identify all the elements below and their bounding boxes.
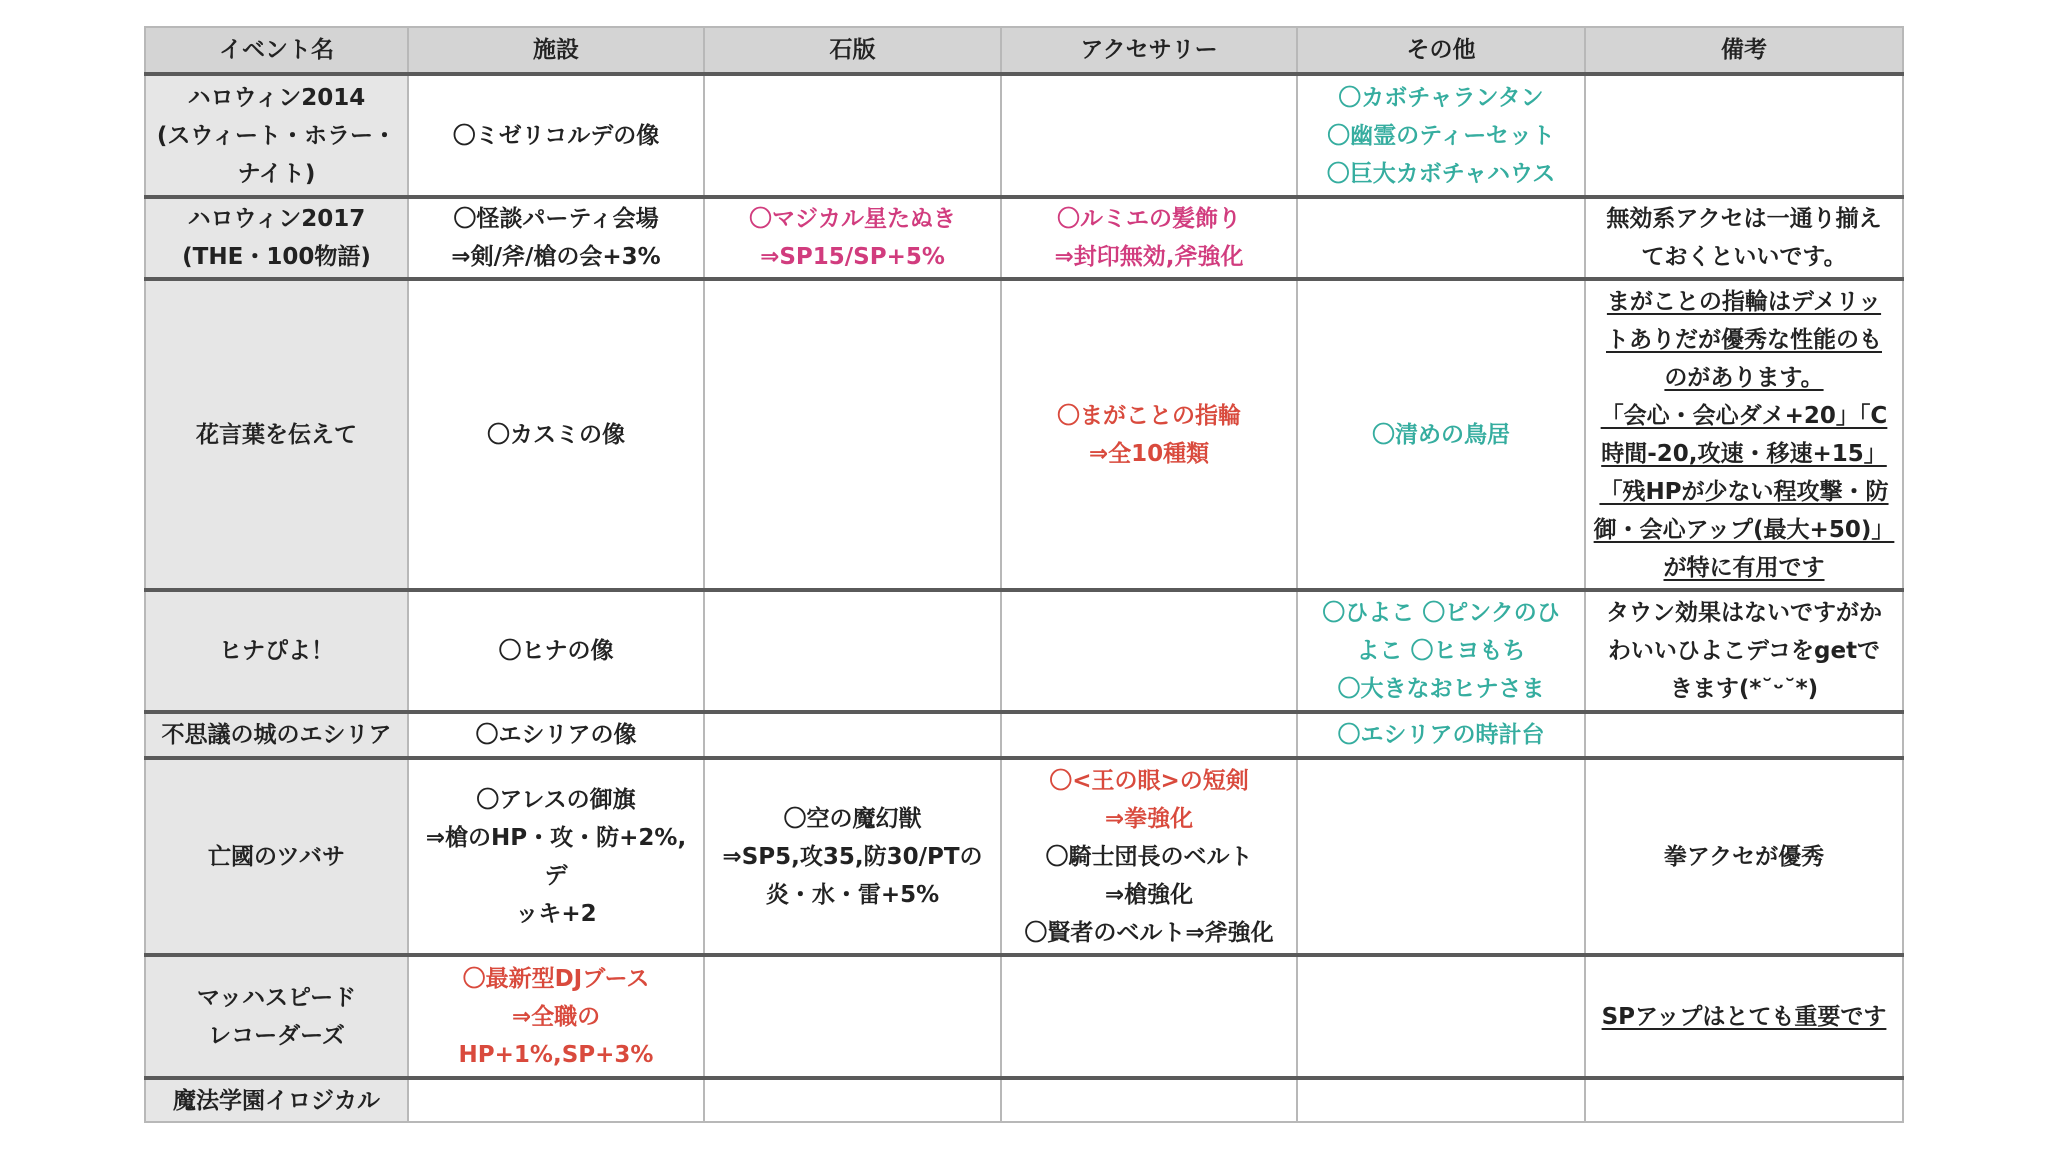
event-table xyxy=(144,26,1904,1123)
event-name-line: ハロウィン2017 xyxy=(187,206,366,232)
accessory-line: 〇<王の眼>の短剣 xyxy=(1049,767,1249,794)
tablet-cell xyxy=(704,1078,1001,1122)
accessory-cell xyxy=(1001,712,1297,758)
other-line: 〇ひよこ 〇ピンクのひ xyxy=(1322,600,1560,626)
other-cell xyxy=(1297,590,1585,712)
event-name-cell xyxy=(145,74,408,197)
facility-cell xyxy=(408,279,704,590)
facility-line: ⇒全職の xyxy=(511,1003,601,1030)
note-cell xyxy=(1585,1078,1903,1122)
header-facility: 施設 xyxy=(408,27,704,74)
other-cell xyxy=(1297,1078,1585,1122)
tablet-line: 〇空の魔幻獣 xyxy=(783,805,922,832)
facility-line: 〇ミゼリコルデの像 xyxy=(452,122,660,149)
facility-line: ッキ+2 xyxy=(515,900,597,927)
accessory-cell xyxy=(1001,1078,1297,1122)
accessory-cell xyxy=(1001,758,1297,955)
table-row xyxy=(145,197,1903,279)
facility-cell xyxy=(408,712,704,758)
event-name-cell xyxy=(145,590,408,712)
facility-line: 〇ヒナの像 xyxy=(498,638,614,664)
note-line: きます(*˘ᵕ˘*) xyxy=(1669,676,1819,702)
header-note: 備考 xyxy=(1585,27,1903,74)
facility-line: ⇒槍のHP・攻・防+2%,デ xyxy=(425,824,687,889)
event-name-line: ハロウィン2014 xyxy=(187,84,366,111)
other-line: 〇大きなおヒナさま xyxy=(1337,676,1545,702)
accessory-line: ⇒槍強化 xyxy=(1104,881,1194,908)
event-name-line: 不思議の城のエシリア xyxy=(161,722,392,748)
accessory-line: ⇒拳強化 xyxy=(1104,805,1194,832)
tablet-cell xyxy=(704,590,1001,712)
note-line: SPアップはとても重要です xyxy=(1601,1003,1887,1030)
tablet-cell xyxy=(704,712,1001,758)
event-name-cell xyxy=(145,197,408,279)
tablet-cell xyxy=(704,197,1001,279)
table-row xyxy=(145,74,1903,197)
note-cell xyxy=(1585,74,1903,197)
accessory-line: 〇まがことの指輪 xyxy=(1057,402,1241,429)
header-event: イベント名 xyxy=(145,27,408,74)
accessory-cell xyxy=(1001,197,1297,279)
event-name-line: 亡國のツバサ xyxy=(207,843,346,870)
event-name-cell xyxy=(145,1078,408,1122)
note-line: が特に有用です xyxy=(1663,554,1825,581)
note-line: タウン効果はないですがか xyxy=(1606,600,1882,626)
event-name-line: 花言葉を伝えて xyxy=(196,421,357,448)
header-tablet: 石版 xyxy=(704,27,1001,74)
facility-line: 〇カスミの像 xyxy=(487,421,625,448)
tablet-line: 炎・水・雷+5% xyxy=(765,881,940,908)
accessory-line: 〇ルミエの髪飾り xyxy=(1057,206,1241,232)
tablet-cell xyxy=(704,74,1001,197)
note-line: トありだが優秀な性能のも xyxy=(1606,326,1882,353)
event-name-cell xyxy=(145,279,408,590)
table-row xyxy=(145,758,1903,955)
facility-line: 〇アレスの御旗 xyxy=(476,786,636,813)
other-line: 〇巨大カボチャハウス xyxy=(1326,160,1556,187)
event-name-line: (スウィート・ホラー・ xyxy=(156,122,397,149)
tablet-cell xyxy=(704,758,1001,955)
accessory-line: 〇騎士団長のベルト xyxy=(1045,843,1253,870)
tablet-cell xyxy=(704,279,1001,590)
accessory-cell xyxy=(1001,590,1297,712)
note-line: 「会心・会心ダメ+20」「C xyxy=(1600,402,1888,429)
accessory-cell xyxy=(1001,955,1297,1078)
facility-cell xyxy=(408,758,704,955)
accessory-line: ⇒封印無効,斧強化 xyxy=(1054,244,1244,270)
other-cell xyxy=(1297,197,1585,279)
event-name-line: 魔法学園イロジカル xyxy=(173,1087,380,1114)
tablet-line: ⇒SP15/SP+5% xyxy=(760,244,945,270)
accessory-line: 〇賢者のベルト⇒斧強化 xyxy=(1024,919,1274,946)
facility-line: ⇒剣/斧/槍の会+3% xyxy=(451,244,661,270)
tablet-cell xyxy=(704,955,1001,1078)
other-line: 〇幽霊のティーセット xyxy=(1327,122,1555,149)
facility-cell xyxy=(408,955,704,1078)
tablet-line: ⇒SP5,攻35,防30/PTの xyxy=(722,843,983,870)
other-cell xyxy=(1297,74,1585,197)
table-row xyxy=(145,712,1903,758)
facility-line: 〇怪談パーティ会場 xyxy=(453,206,659,232)
event-name-cell xyxy=(145,758,408,955)
facility-cell xyxy=(408,197,704,279)
note-line: ておくといいです。 xyxy=(1641,244,1847,270)
event-name-line: ヒナぴよ！ xyxy=(219,638,334,664)
note-line: 無効系アクセは一通り揃え xyxy=(1606,206,1882,232)
facility-line: HP+1%,SP+3% xyxy=(458,1041,654,1068)
other-line: 〇カボチャランタン xyxy=(1338,84,1544,111)
table-row xyxy=(145,279,1903,590)
accessory-cell xyxy=(1001,74,1297,197)
tablet-line: 〇マジカル星たぬき xyxy=(749,206,956,232)
other-cell xyxy=(1297,712,1585,758)
note-cell xyxy=(1585,590,1903,712)
facility-line: 〇エシリアの像 xyxy=(475,722,637,748)
note-line: まがことの指輪はデメリッ xyxy=(1606,288,1882,315)
note-cell xyxy=(1585,279,1903,590)
facility-cell xyxy=(408,74,704,197)
table-row xyxy=(145,590,1903,712)
note-line: のがあります。 xyxy=(1664,364,1824,391)
note-line: 時間-20,攻速・移速+15」 xyxy=(1601,440,1887,467)
table-row xyxy=(145,955,1903,1078)
event-name-line: (THE・100物語) xyxy=(182,244,371,270)
note-cell xyxy=(1585,955,1903,1078)
note-line: わいいひよこデコをgetで xyxy=(1607,638,1881,664)
event-name-line: レコーダーズ xyxy=(208,1022,345,1049)
other-line: 〇エシリアの時計台 xyxy=(1337,722,1545,748)
facility-line: 〇最新型DJブース xyxy=(462,965,650,992)
note-cell xyxy=(1585,197,1903,279)
note-cell xyxy=(1585,758,1903,955)
event-name-line: ナイト) xyxy=(237,160,316,187)
accessory-line: ⇒全10種類 xyxy=(1088,440,1210,467)
other-cell xyxy=(1297,279,1585,590)
header-accessory: アクセサリー xyxy=(1001,27,1297,74)
header-row xyxy=(145,27,1903,74)
event-name-cell xyxy=(145,955,408,1078)
header-other: その他 xyxy=(1297,27,1585,74)
event-name-cell xyxy=(145,712,408,758)
note-line: 「残HPが少ない程攻撃・防 xyxy=(1599,478,1889,505)
other-line: よこ 〇ヒヨもち xyxy=(1356,638,1526,664)
other-line: 〇清めの鳥居 xyxy=(1372,421,1510,448)
facility-cell xyxy=(408,590,704,712)
event-name-line: マッハスピード xyxy=(196,984,357,1011)
table-row xyxy=(145,1078,1903,1122)
note-cell xyxy=(1585,712,1903,758)
note-line: 御・会心アップ(最大+50)」 xyxy=(1593,516,1895,543)
note-line: 拳アクセが優秀 xyxy=(1663,843,1825,870)
other-cell xyxy=(1297,955,1585,1078)
facility-cell xyxy=(408,1078,704,1122)
other-cell xyxy=(1297,758,1585,955)
accessory-cell xyxy=(1001,279,1297,590)
